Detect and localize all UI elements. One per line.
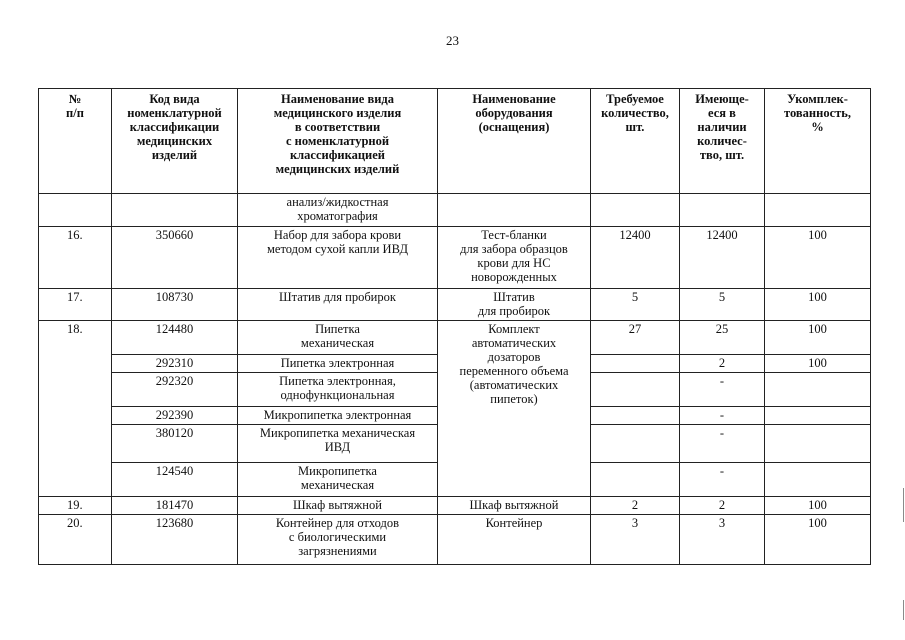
cell-equipment [438,194,591,227]
header-code: Код вида номенклатурной классификации медицинских изделий [112,89,238,194]
table-header-row [39,89,871,194]
cell-completeness: 100 [765,497,871,515]
cell-required [591,407,680,425]
cell-available: 12400 [680,227,765,289]
cell-name: Пипетка электронная [238,355,438,373]
cell-code: 292390 [112,407,238,425]
cell-available: 2 [680,355,765,373]
header-available: Имеюще- еся в наличии количес- тво, шт. [680,89,765,194]
cell-required [591,425,680,463]
cell-required [591,373,680,407]
cell-code: 292310 [112,355,238,373]
cell-required: 27 [591,321,680,355]
cell-code: 124480 [112,321,238,355]
table-row [39,227,871,289]
cell-equipment: Контейнер [438,515,591,565]
table-row [39,321,871,355]
cell-code [112,194,238,227]
cell-number: 16. [39,227,112,289]
cell-required [591,194,680,227]
header-required: Требуемое количество, шт. [591,89,680,194]
cell-code: 181470 [112,497,238,515]
table-row [39,497,871,515]
cell-completeness [765,407,871,425]
cell-required: 5 [591,289,680,321]
table-row [39,289,871,321]
cell-completeness: 100 [765,515,871,565]
cell-available [680,194,765,227]
cell-name: Микропипетка электронная [238,407,438,425]
cell-name: Микропипетка механическая ИВД [238,425,438,463]
cell-name: Пипетка электронная, однофункциональная [238,373,438,407]
cell-name: Шкаф вытяжной [238,497,438,515]
cell-completeness: 100 [765,227,871,289]
cell-completeness: 100 [765,355,871,373]
cell-number [39,194,112,227]
cell-name: Штатив для пробирок [238,289,438,321]
cell-available: - [680,373,765,407]
cell-required: 12400 [591,227,680,289]
cell-completeness: 100 [765,289,871,321]
header-equipment: Наименование оборудования (оснащения) [438,89,591,194]
cell-name: анализ/жидкостная хроматография [238,194,438,227]
cell-name: Микропипетка механическая [238,463,438,497]
cell-code: 350660 [112,227,238,289]
cell-equipment: Тест-бланки для забора образцов крови для НС новорожденных [438,227,591,289]
page-number: 23 [446,33,459,48]
cell-completeness [765,194,871,227]
cell-name: Контейнер для отходов с биологическими загрязнениями [238,515,438,565]
cell-number: 19. [39,497,112,515]
cell-code: 380120 [112,425,238,463]
cell-number: 17. [39,289,112,321]
header-completeness: Укомплек- тованность, % [765,89,871,194]
cell-completeness [765,373,871,407]
cell-completeness [765,463,871,497]
scan-edge-mark [903,488,904,522]
equipment-table [38,88,871,565]
cell-name: Пипетка механическая [238,321,438,355]
cell-equipment: Комплект автоматических дозаторов переменного объема (автоматических пипеток) [438,321,591,497]
cell-completeness [765,425,871,463]
cell-required: 3 [591,515,680,565]
cell-code: 108730 [112,289,238,321]
cell-number: 18. [39,321,112,497]
header-number: № п/п [39,89,112,194]
cell-code: 292320 [112,373,238,407]
cell-available: 3 [680,515,765,565]
cell-required [591,355,680,373]
cell-code: 123680 [112,515,238,565]
cell-available: - [680,425,765,463]
header-name: Наименование вида медицинского изделия в соответствии с номенклатурной классификацией медицинских изделий [238,89,438,194]
cell-available: - [680,463,765,497]
cell-available: - [680,407,765,425]
cell-equipment: Штатив для пробирок [438,289,591,321]
table-row-continuation [39,194,871,227]
cell-required: 2 [591,497,680,515]
cell-completeness: 100 [765,321,871,355]
cell-available: 25 [680,321,765,355]
scan-edge-mark [903,600,904,620]
cell-available: 5 [680,289,765,321]
table-row [39,515,871,565]
cell-name: Набор для забора крови методом сухой капли ИВД [238,227,438,289]
cell-number: 20. [39,515,112,565]
cell-code: 124540 [112,463,238,497]
cell-available: 2 [680,497,765,515]
cell-required [591,463,680,497]
cell-equipment: Шкаф вытяжной [438,497,591,515]
